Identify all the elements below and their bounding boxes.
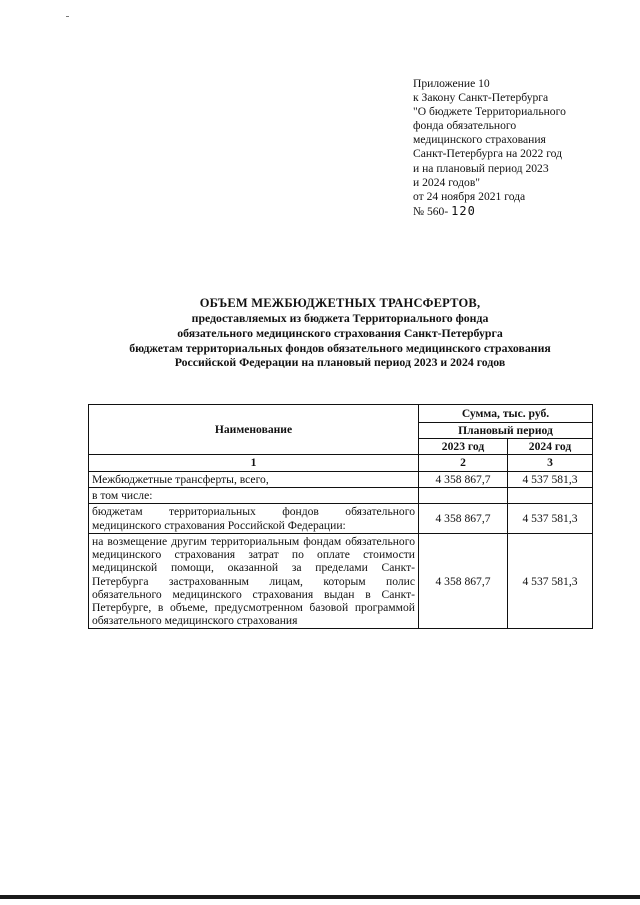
row-value-2024	[508, 487, 593, 503]
row-value-2023: 4 358 867,7	[419, 534, 508, 629]
row-name: Межбюджетные трансферты, всего,	[89, 471, 419, 487]
column-header-2024: 2024 год	[508, 439, 593, 455]
appendix-line: и 2024 годов"	[413, 175, 481, 189]
appendix-line: к Закону Санкт-Петербурга	[413, 91, 549, 105]
row-value-2023: 4 358 867,7	[419, 471, 508, 487]
column-index: 1	[89, 455, 419, 471]
table-row	[89, 534, 593, 629]
row-name: в том числе:	[89, 487, 419, 503]
title-main: ОБЪЕМ МЕЖБЮДЖЕТНЫХ ТРАНСФЕРТОВ,	[199, 296, 481, 310]
column-header-sum: Сумма, тыс. руб.	[419, 405, 593, 423]
appendix-line: Санкт-Петербурга на 2022 год	[413, 147, 563, 161]
table-row	[89, 471, 593, 487]
row-name: на возмещение другим территориальным фондам обязательного медицинского страхования затрат по оплате стоимости медицинской помощи, оказанной за пределами Санкт-Петербурга застрахованным лицам, которым полис обязательного медицинского страхования выдан в Санкт-Петербурге, в объеме, предусмотренном базовой программой обязательного медицинского страхования	[89, 534, 419, 629]
column-header-2023: 2023 год	[419, 439, 508, 455]
document-title	[60, 296, 620, 370]
appendix-reference	[413, 77, 613, 219]
appendix-line: и на плановый период 2023	[413, 161, 549, 175]
column-index: 3	[508, 455, 593, 471]
table-row	[89, 504, 593, 534]
table-row	[89, 487, 593, 503]
row-name: бюджетам территориальных фондов обязательного медицинского страхования Российской Федерации:	[89, 504, 419, 534]
title-sub-line: Российской Федерации на плановый период 2023 и 2024 годов	[174, 355, 506, 370]
row-value-2023: 4 358 867,7	[419, 504, 508, 534]
law-number-prefix: № 560-	[413, 204, 449, 218]
appendix-line: фонда обязательного	[413, 119, 517, 133]
transfers-table	[88, 404, 593, 629]
appendix-line: от 24 ноября 2021 года	[413, 189, 526, 203]
title-sub-line: предоставляемых из бюджета Территориального фонда	[191, 311, 489, 325]
row-value-2024: 4 537 581,3	[508, 534, 593, 629]
row-value-2024: 4 537 581,3	[508, 504, 593, 534]
scan-bottom-edge	[0, 895, 640, 899]
row-value-2023	[419, 487, 508, 503]
appendix-line: медицинского страхования	[413, 133, 546, 147]
column-index: 2	[419, 455, 508, 471]
title-sub-line: обязательного медицинского страхования Санкт-Петербурга	[177, 325, 503, 340]
scan-speck	[66, 16, 69, 17]
law-number-handwritten: 120	[451, 203, 476, 218]
row-value-2024: 4 537 581,3	[508, 471, 593, 487]
title-sub-line: бюджетам территориальных фондов обязательного медицинского страхования	[129, 340, 551, 355]
appendix-line: "О бюджете Территориального	[413, 105, 566, 119]
column-header-name: Наименование	[89, 405, 419, 455]
appendix-line: Приложение 10	[413, 77, 490, 90]
column-header-period: Плановый период	[419, 423, 593, 439]
law-number	[413, 204, 613, 219]
